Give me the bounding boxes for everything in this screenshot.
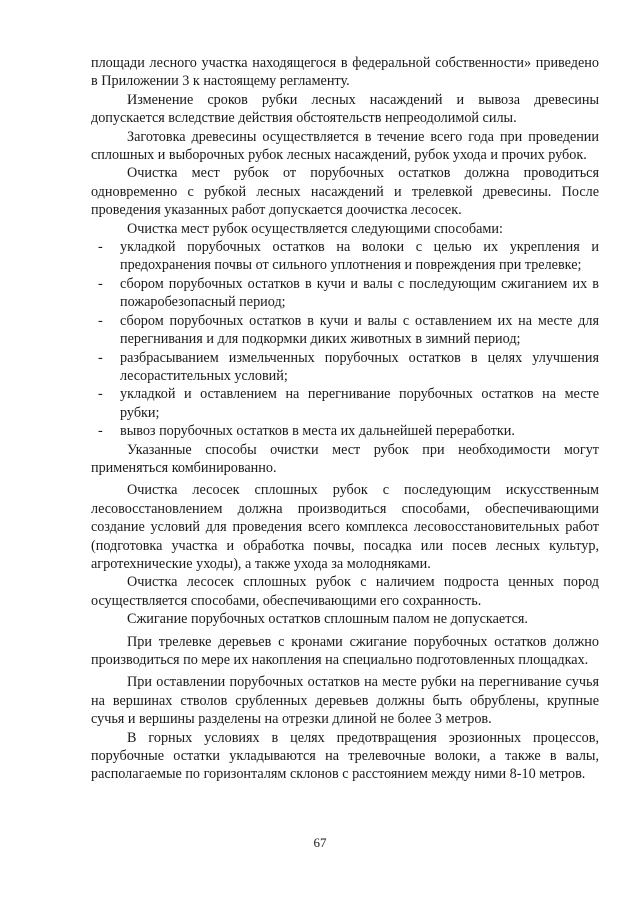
paragraph: Очистка лесосек сплошных рубок с наличием подроста ценных пород осуществляется способами, обеспечивающими его сохранность.: [91, 574, 599, 609]
paragraph: Изменение сроков рубки лесных насаждений и вывоза древесины допускается вследствие действия обстоятельств непреодолимой силы.: [91, 91, 599, 127]
list-item: - вывоз порубочных остатков в места их дальнейшей переработки.: [91, 422, 599, 440]
paragraph: В горных условиях в целях предотвращения эрозионных процессов, порубочные остатки укладываются на трелевочные волоки, а также в валы, располагаемые по горизонталям склонов с расстоянием между ними 8-10 метров.: [91, 729, 599, 783]
paragraph: Заготовка древесины осуществляется в течение всего года при проведении сплошных и выборочных рубок лесных насаждений, рубок ухода и прочих рубок.: [91, 128, 599, 164]
list-item: - укладкой порубочных остатков на волоки с целью их укрепления и предохранения почвы от сильного уплотнения и повреждения при трелевке;: [91, 238, 599, 275]
page-number: 67: [313, 835, 327, 850]
paragraph: Очистка мест рубок от порубочных остатков должна проводиться одновременно с рубкой лесных насаждений и трелевкой древесины. После проведения указанных работ допускается доочистка лесосек.: [91, 165, 599, 219]
paragraph: Сжигание порубочных остатков сплошным палом не допускается.: [127, 611, 528, 628]
paragraph: Очистка мест рубок осуществляется следующими способами:: [127, 220, 503, 237]
paragraph: площади лесного участка находящегося в федеральной собственности» приведено в Приложении 3 к настоящему регламенту.: [91, 55, 599, 90]
paragraph: Очистка лесосек сплошных рубок с последующим искусственным лесовосстановлением должна производиться способами, обеспечивающими создание условий для проведения всего комплекса лесовосстановительных работ (подготовка участка и обработка почвы, посадка или посев лесных культур, агротехнические уходы), а также ухода за молодняками.: [91, 482, 599, 572]
list-item: - укладкой и оставлением на перегнивание порубочных остатков на месте рубки;: [91, 385, 599, 422]
cleaning-methods-list: [91, 238, 599, 440]
paragraph: При трелевке деревьев с кронами сжигание порубочных остатков должно производиться по мере их накопления на специально подготовленных площадках.: [91, 633, 599, 668]
paragraph: Указанные способы очистки мест рубок при необходимости могут применяться комбинированно.: [91, 441, 599, 476]
list-item: - разбрасыванием измельченных порубочных остатков в целях улучшения лесорастительных условий;: [91, 349, 599, 386]
list-item: - сбором порубочных остатков в кучи и валы с последующим сжиганием их в пожаробезопасный период;: [91, 275, 599, 312]
document-body: [91, 54, 599, 784]
paragraph: При оставлении порубочных остатков на месте рубки на перегнивание сучья на вершинах стволов срубленных деревьев должны быть обрублены, крупные сучья и вершины разделены на отрезки длиной не более 3 метров.: [91, 674, 599, 728]
list-item: - сбором порубочных остатков в кучи и валы с оставлением их на месте для перегнивания и для подкормки диких животных в зимний период;: [91, 312, 599, 349]
